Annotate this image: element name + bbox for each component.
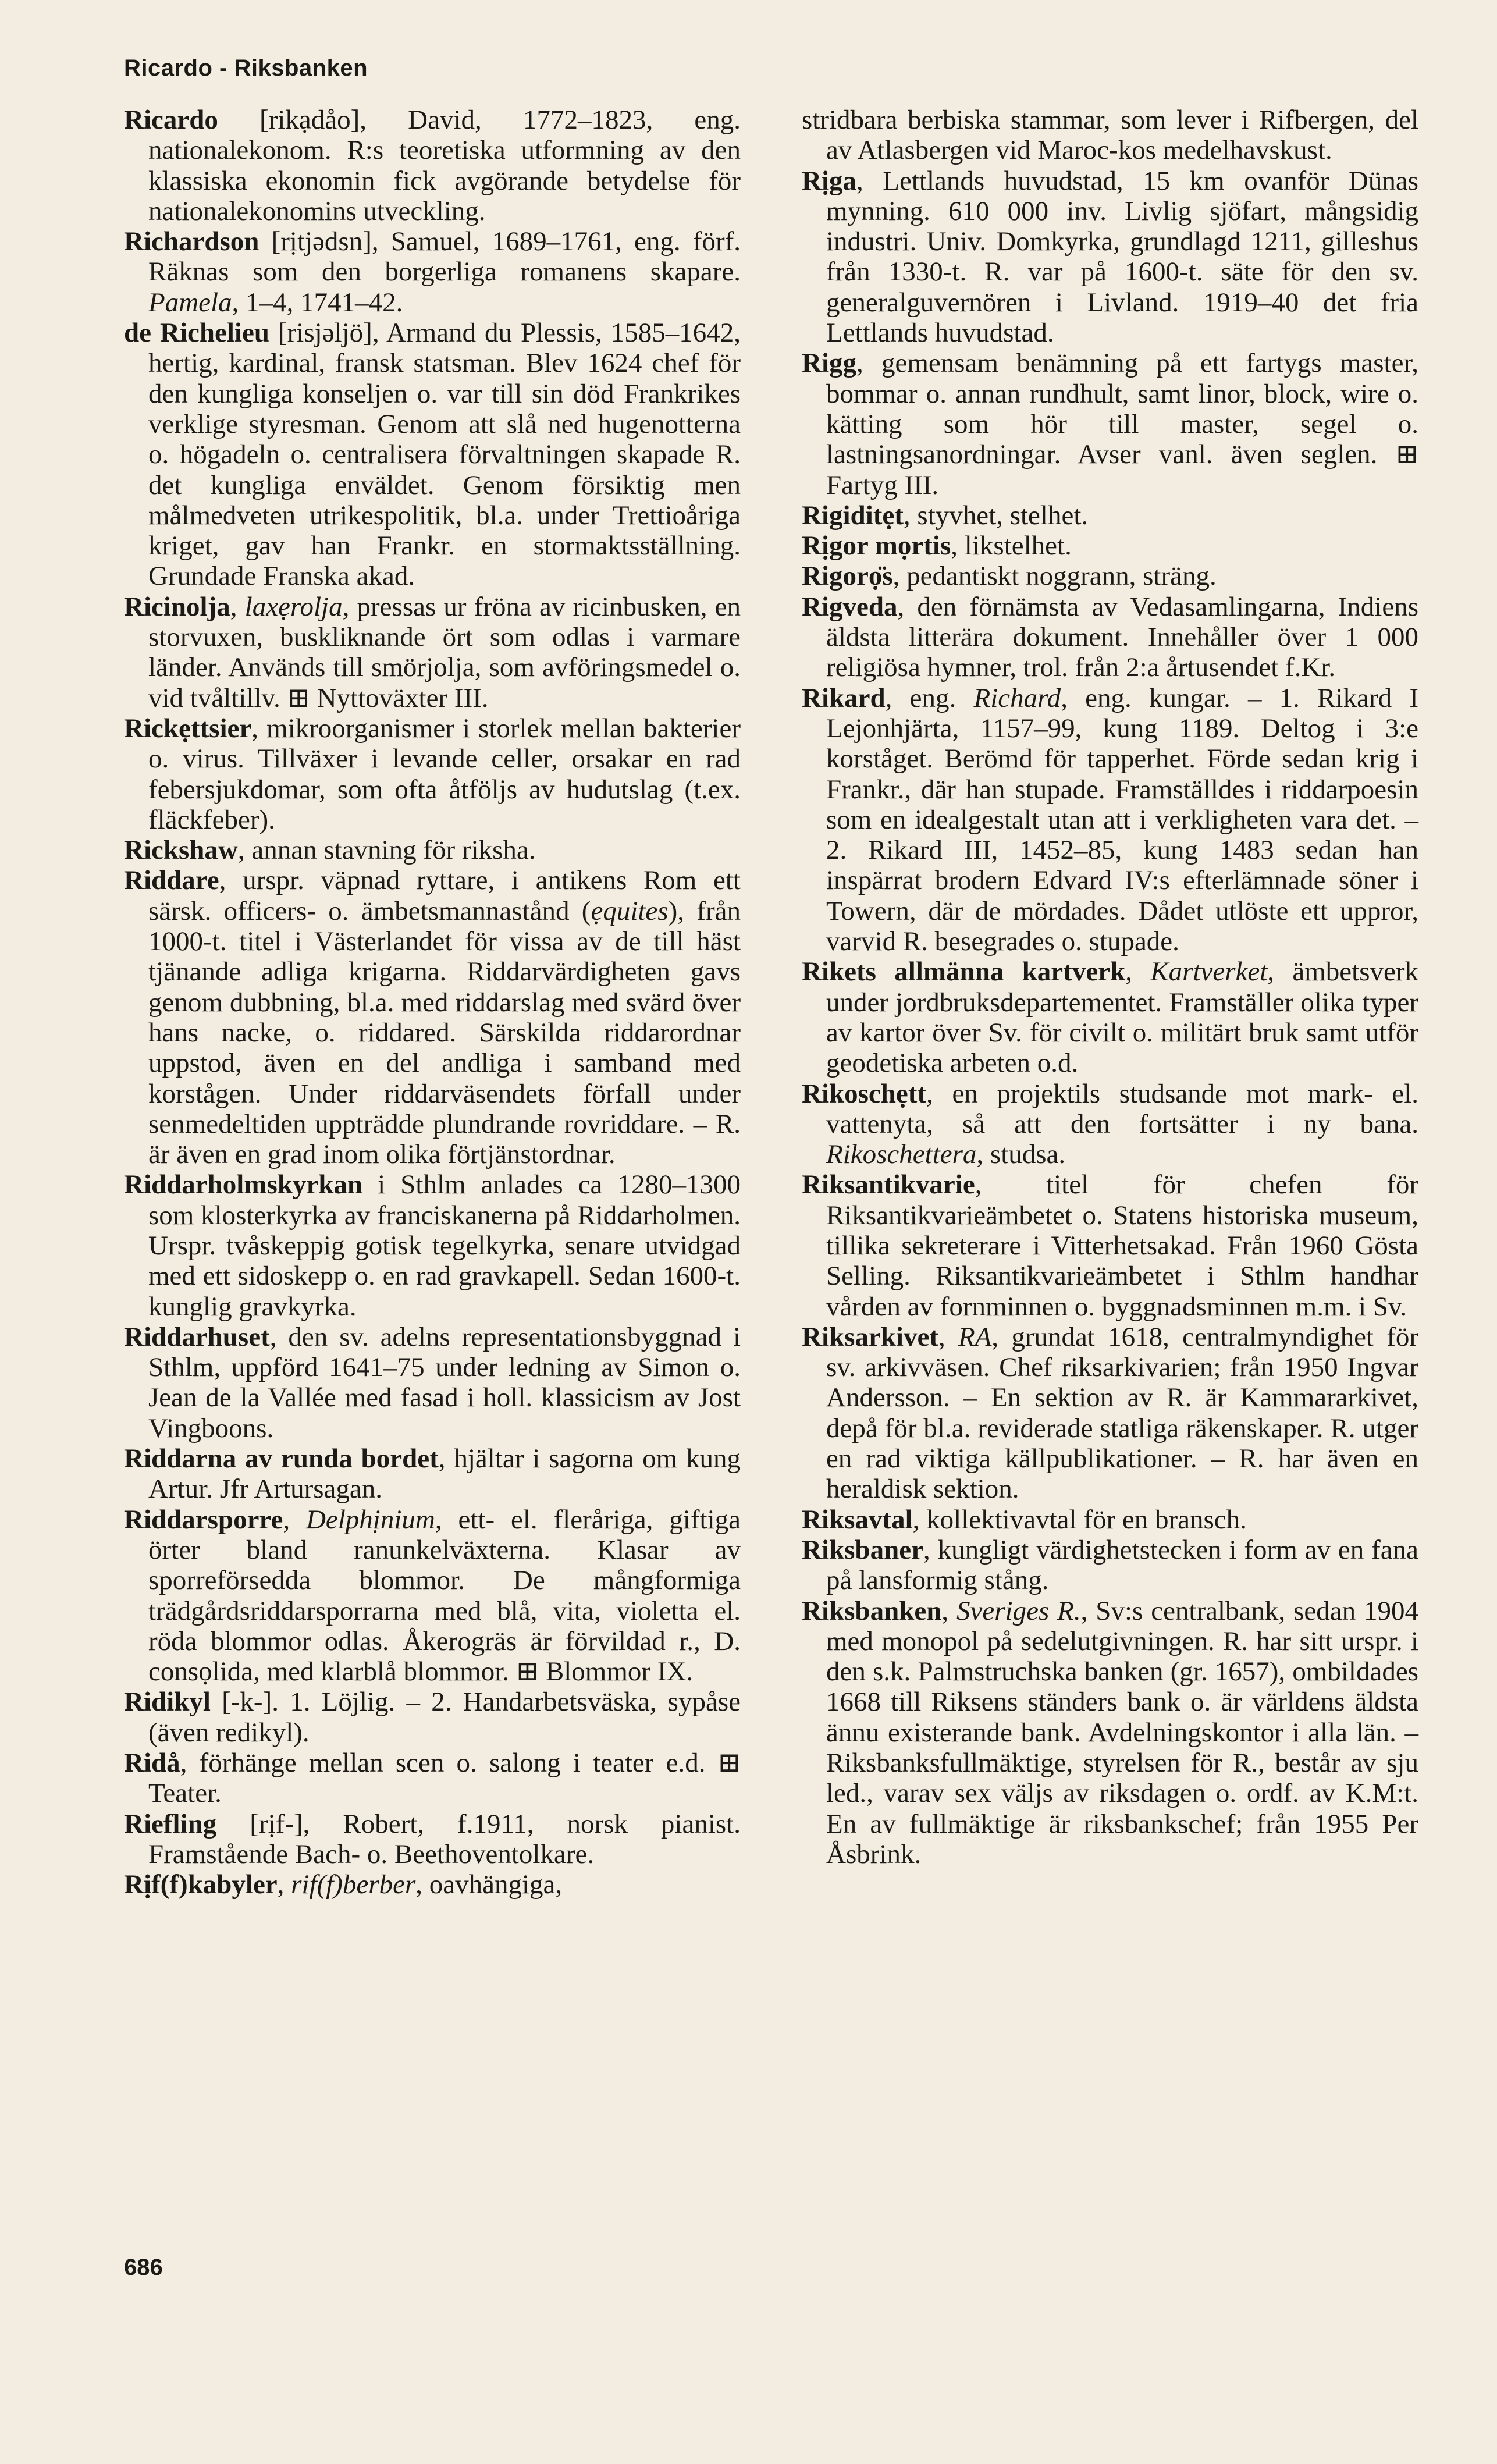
entry-text: , titel för chefen för Riksantikvarieämbetet o. Statens historiska museum, tillika sekreterare i Vitterhetsakad. Från 1960 Gösta Selling. Riksantikvarieämbetet i Sthlm handhar vården av fornminnen o. byggnadsminnen m.m. i Sv. (826, 1169, 1418, 1322)
entry-headword: Rikoschẹtt (802, 1078, 927, 1109)
entry-text-continued: , oavhängiga, (415, 1869, 563, 1900)
entry-text: , pedantiskt noggrann, sträng. (892, 561, 1217, 592)
entry-italic: Delphịnium (305, 1504, 435, 1535)
entry-headword: Rigg (802, 348, 856, 379)
entry-headword: Richardson (124, 226, 259, 257)
entry-text: , (277, 1869, 291, 1900)
entry-italic: Pamela (148, 287, 232, 318)
entry-text: , den sv. adelns representationsbyggnad i Sthlm, uppförd 1641–75 under ledning av Simon o. Jean de la Vallée med fasad i holl. klassicism av Jost Vingboons. (148, 1321, 741, 1443)
entry-text: , annan stavning för riksha. (237, 835, 536, 866)
entry-text: , en projektils studsande mot mark- el. vattenyta, så att den fortsätter i ny bana. (826, 1078, 1418, 1139)
dictionary-entry (124, 865, 741, 1169)
entry-headword: Riddarsporre (124, 1504, 283, 1535)
dictionary-entry (124, 1322, 741, 1443)
dictionary-entry (124, 592, 741, 713)
entry-headword: Riksavtal (802, 1504, 913, 1535)
entry-text: [rịtjədsn], Samuel, 1689–1761, eng. förf. Räknas som den borgerliga romanens skapare. (148, 226, 741, 287)
entry-text: , Lettlands huvudstad, 15 km ovanför Dünas mynning. 610 000 inv. Livlig sjöfart, mångsidig industri. Univ. Domkyrka, grundlagd 1211, gilleshus från 1330-t. R. var på 1600-t. säte för den sv. generalguvernören i Livland. 1919–40 det fria Lettlands huvudstad. (826, 165, 1418, 349)
entry-text-continued: , ett- el. fleråriga, giftiga örter bland ranunkelväxterna. Klasar av sporreförsedda blommor. De mångformiga trädgårdsriddarsporrarna med blå, vita, violetta el. röda blommor odlas. Åkerogräs är förvildad r., D. consọlida, med klarblå blommor. ⊞ Blommor IX. (148, 1504, 741, 1687)
entry-text: i Sthlm anlades ca 1280–1300 som klosterkyrka av franciskanerna på Riddarholmen. Urspr. tvåskeppig gotisk tegelkyrka, senare utvidgad med ett sidoskepp o. en rad gravkapell. Sedan 1600-t. kunglig gravkyrka. (148, 1169, 741, 1322)
dictionary-entry (802, 683, 1418, 957)
entry-headword: Riddarholmskyrkan (124, 1169, 363, 1200)
dictionary-entry (802, 1596, 1418, 1870)
entry-headword: Riddare (124, 865, 219, 896)
entry-text-continued: , Sv:s centralbank, sedan 1904 med monopol på sedelutgivningen. R. har sitt urspr. i den s.k. Palmstruchska banken (gr. 1657), ombildades 1668 till Riksens ständers bank o. är världens äldsta ännu existerande bank. Avdelningskontor i alla län. – Riksbanksfullmäktige, styrelsen för R., består av sju led., varav sex väljs av riksdagen o. ordf. av K.M:t. En av fullmäktige är riksbankschef; från 1955 Per Åsbrink. (826, 1595, 1419, 1869)
dictionary-entry (124, 1748, 741, 1809)
entry-headword: Rịgor mọrtis (802, 531, 951, 561)
entry-text: [rịf-], Robert, f.1911, norsk pianist. Framstående Bach- o. Beethoventolkare. (148, 1808, 741, 1869)
dictionary-entry (802, 105, 1418, 166)
dictionary-entry (124, 318, 741, 592)
dictionary-entry (124, 713, 741, 835)
entry-text: , eng. (885, 682, 974, 713)
left-column (124, 105, 741, 1900)
entry-headword: Rikard (802, 682, 886, 713)
entry-text: , den förnämsta av Vedasamlingarna, Indiens äldsta litterära dokument. Innehåller över 1 000 religiösa hymner, trol. från 2:a årtusendet f.Kr. (826, 591, 1418, 683)
dictionary-entry (124, 226, 741, 318)
entry-headword: Rịga (802, 165, 856, 196)
entry-text-continued: , ämbetsverk under jordbruksdepartementet. Framställer olika typer av kartor över Sv. för civilt o. militärt bruk samt utför geodetiska arbeten o.d. (826, 957, 1419, 1079)
entry-headword: Riksbanken (802, 1595, 942, 1626)
entry-text: , likstelhet. (951, 531, 1072, 561)
page-number: 686 (124, 2255, 163, 2280)
entry-text: [-k-]. 1. Löjlig. – 2. Handarbetsväska, sypåse (även redikyl). (148, 1687, 741, 1748)
entry-text: , gemensam benämning på ett fartygs master, bommar o. annan rundhult, samt linor, block, wire o. kätting som hör till master, segel o. lastningsanordningar. Avser vanl. även seglen. ⊞ Fartyg III. (826, 348, 1418, 500)
entry-text: , (1125, 957, 1151, 987)
dictionary-entry (124, 1505, 741, 1687)
entry-headword: de Richelieu (124, 318, 269, 349)
entry-italic: Rikoschettera (826, 1139, 977, 1170)
entry-headword: Rickẹttsier (124, 713, 252, 744)
entry-text: [rikạdåo], David, 1772–1823, eng. nationalekonom. R:s teoretiska utformning av den klassiska ekonomin fick avgörande betydelse för nationalekonomins utveckling. (148, 105, 741, 226)
entry-headword: Rigiditẹt (802, 500, 904, 531)
entry-headword: Riddarhuset (124, 1321, 270, 1352)
entry-headword: Rịf(f)kabyler (124, 1869, 278, 1900)
entry-italic: ẹquites (591, 895, 669, 926)
entry-text-continued: , 1–4, 1741–42. (232, 287, 403, 318)
dictionary-entry (124, 1443, 741, 1505)
dictionary-entry (802, 166, 1418, 349)
entry-text-continued: , eng. kungar. – 1. Rikard I Lejonhjärta, 1157–99, kung 1189. Deltog i 3:e korståget. Berömd för tapperhet. Förde sedan krig i Frankr., där han stupade. Framställdes i riddarpoesin som en idealgestalt utan att i verkligheten vara det. – 2. Rikard III, 1452–85, kung 1483 sedan han inspärrat brodern Edvard IV:s efterlämnade söner i Towern, där de mördades. Dådet utlöste ett uppror, varvid R. besegrades o. stupade. (826, 682, 1418, 957)
entry-text: , (938, 1321, 958, 1352)
entry-headword: Riefling (124, 1808, 217, 1839)
entry-headword: Rigorọ̈s (802, 561, 893, 592)
dictionary-entry (124, 1869, 741, 1900)
entry-headword: Riksarkivet (802, 1321, 938, 1352)
entry-headword: Riksantikvarie (802, 1169, 975, 1200)
dictionary-entry (124, 1169, 741, 1321)
dictionary-entry (802, 561, 1418, 591)
running-head: Ricardo - Riksbanken (124, 55, 368, 81)
entry-text-continued: ), från 1000-t. titel i Västerlandet för vissa av de till häst tjänande adliga krigarna. Riddarvärdigheten gavs genom dubbning, bl.a. med riddarslag med svärd över hans nacke, o. riddared. Särskilda riddarordnar uppstod, även en del andliga i samband med korstågen. Under riddarväsendets förfall under senmedeltiden uppträdde plundrande rovriddare. – R. är även en grad inom olika förtjänstordnar. (148, 895, 741, 1170)
dictionary-entry (802, 1322, 1418, 1505)
dictionary-entry (802, 1169, 1418, 1321)
entry-italic: Richard (973, 682, 1061, 713)
entry-headword: Ridå (124, 1748, 180, 1779)
dictionary-entry (124, 1687, 741, 1748)
dictionary-entry (802, 348, 1418, 500)
dictionary-entry (124, 835, 741, 865)
entry-italic: Kartverket (1150, 957, 1268, 987)
entry-text-continued: , pressas ur fröna av ricinbusken, en storvuxen, buskliknande ört som odlas i varmare länder. Används till smörjolja, som avföringsmedel o. vid tvåltillv. ⊞ Nyttoväxter III. (148, 591, 741, 713)
entry-text: , urspr. väpnad ryttare, i antikens Rom ett särsk. officers- o. ämbetsmannastånd ( (148, 865, 741, 926)
entry-headword: Ricinolja (124, 591, 230, 622)
entry-headword: Riksbaner (802, 1534, 923, 1565)
right-column (802, 105, 1418, 1869)
dictionary-entry (802, 1079, 1418, 1170)
entry-headword: Riddarna av runda bordet (124, 1443, 439, 1474)
entry-text: [risjəljö], Armand du Plessis, 1585–1642, hertig, kardinal, fransk statsman. Blev 1624 chef för den kungliga konseljen o. var till sin död Frankrikes verklige styresman. Genom att slå ned hugenotterna o. högadeln o. centralisera förvaltningen skapade R. det kungliga enväldet. Genom försiktig men målmedveten utrikespolitik, bl.a. under Trettioåriga kriget, gav han Frankr. en stormaktsställning. Grundade Franska akad. (148, 318, 741, 592)
entry-text: , (230, 591, 245, 622)
entry-headword: Rikets allmänna kartverk (802, 957, 1126, 987)
entry-headword: Rickshaw (124, 835, 238, 866)
entry-headword: Ricardo (124, 105, 218, 135)
dictionary-entry (802, 531, 1418, 561)
entry-text-continued: , grundat 1618, centralmyndighet för sv. arkivväsen. Chef riksarkivarien; från 1950 Ingvar Andersson. – En sektion av R. är Kammararkivet, depå för bl.a. reviderade statliga räkenskaper. R. utger en rad viktiga källpublikationer. – R. har även en heraldisk sektion. (826, 1321, 1418, 1505)
entry-text: , (941, 1595, 957, 1626)
dictionary-entry (802, 1505, 1418, 1535)
entry-text: , (283, 1504, 306, 1535)
entry-italic: laxẹrolja (244, 591, 343, 622)
dictionary-entry (124, 1809, 741, 1870)
entry-headword: Ridikyl (124, 1687, 211, 1718)
entry-text: , kollektivavtal för en bransch. (912, 1504, 1247, 1535)
dictionary-entry (802, 500, 1418, 531)
dictionary-entry (802, 592, 1418, 683)
entry-text: stridbara berbiska stammar, som lever i Rifbergen, del av Atlasbergen vid Maroc-kos medelhavskust. (802, 105, 1418, 166)
entry-text: , hjältar i sagorna om kung Artur. Jfr Artursagan. (148, 1443, 741, 1505)
entry-headword: Rigveda (802, 591, 898, 622)
entry-text: , styvhet, stelhet. (903, 500, 1089, 531)
dictionary-entry (802, 957, 1418, 1078)
entry-text: , kungligt värdighetstecken i form av en fana på lansformig stång. (826, 1534, 1418, 1596)
entry-text: , mikroorganismer i storlek mellan bakterier o. virus. Tillväxer i levande celler, orsakar en rad febersjukdomar, som ofta åtföljs av hudutslag (t.ex. fläckfeber). (148, 713, 741, 835)
dictionary-entry (802, 1535, 1418, 1596)
dictionary-entry (124, 105, 741, 226)
entry-text-continued: , studsa. (976, 1139, 1066, 1170)
entry-italic: RA (958, 1321, 992, 1352)
entry-italic: Sveriges R. (956, 1595, 1081, 1626)
entry-italic: rif(f)berber (291, 1869, 416, 1900)
entry-text: , förhänge mellan scen o. salong i teater e.d. ⊞ Teater. (148, 1748, 741, 1809)
